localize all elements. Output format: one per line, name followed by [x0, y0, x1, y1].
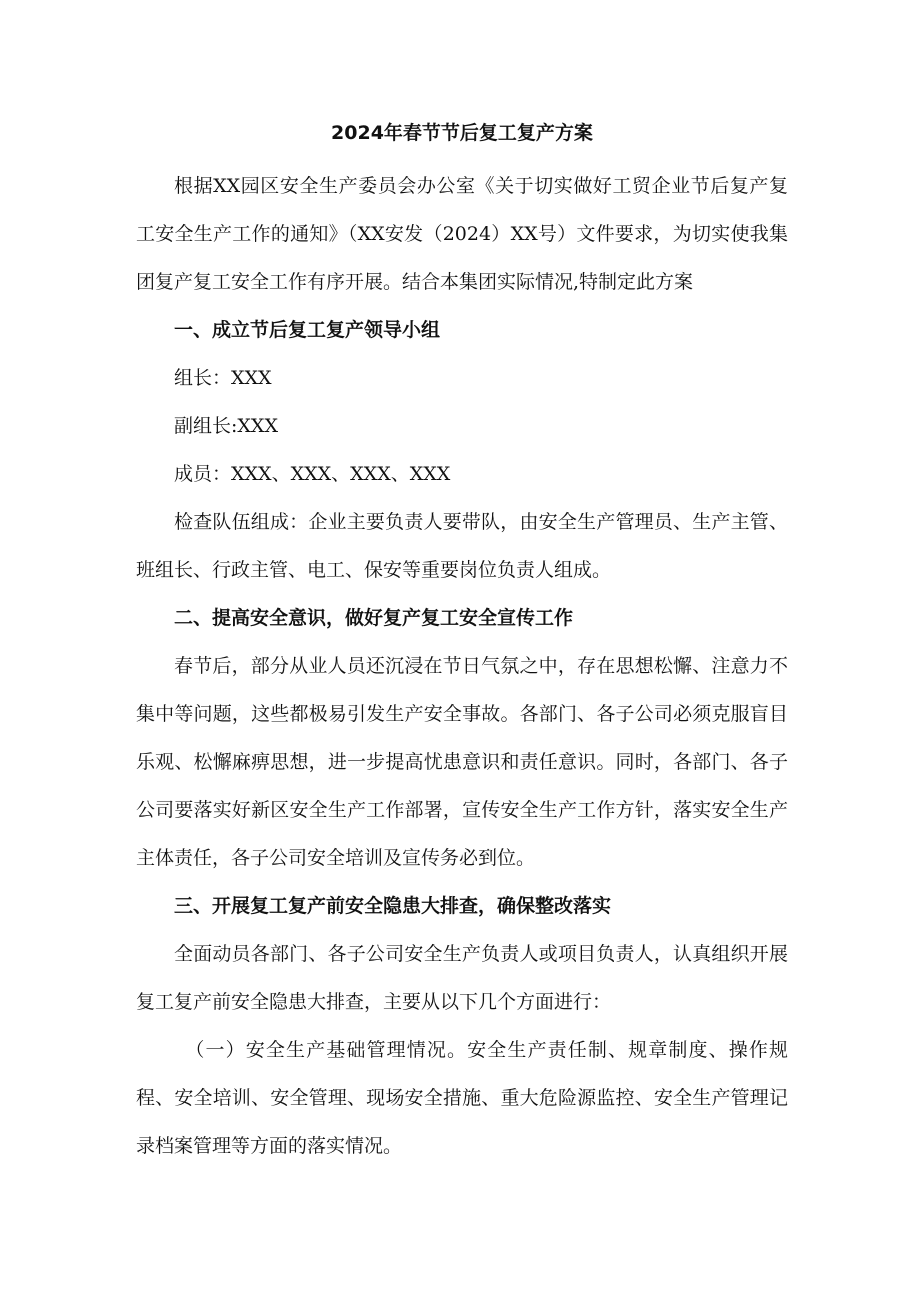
section-3-body: 全面动员各部门、各子公司安全生产负责人或项目负责人，认真组织开展复工复产前安全隐患大排查，主要从以下几个方面进行：: [136, 943, 788, 1013]
section-2-body: 春节后，部分从业人员还沉浸在节日气氛之中，存在思想松懈、注意力不集中等问题，这些都极易引发生产安全事故。各部门、各子公司必须克服盲目乐观、松懈麻痹思想，进一步提高忧患意识和责任意识。同时，各部门、各子公司要落实好新区安全生产工作部署，宣传安全生产工作方针，落实安全生产主体责任，各子公司安全培训及宣传务必到位。: [136, 655, 788, 869]
inspection-team-paragraph: 检查队伍组成：企业主要负责人要带队，由安全生产管理员、生产主管、班组长、行政主管、电工、保安等重要岗位负责人组成。: [136, 511, 788, 581]
section-1-heading: 一、成立节后复工复产领导小组: [174, 319, 441, 341]
section-3-item-1: （一）安全生产基础管理情况。安全生产责任制、规章制度、操作规程、安全培训、安全管理、现场安全措施、重大危险源监控、安全生产管理记录档案管理等方面的落实情况。: [136, 1039, 788, 1157]
intro-paragraph: 根据XX园区安全生产委员会办公室《关于切实做好工贸企业节后复产复工安全生产工作的通知》（XX安发（2024）XX号）文件要求，为切实使我集团复产复工安全工作有序开展。结合本集团实际情况,特制定此方案: [136, 175, 788, 293]
leader-line: 组长：XXX: [174, 367, 272, 389]
document-title: 2024年春节节后复工复产方案: [331, 122, 593, 144]
members-line: 成员：XXX、XXX、XXX、XXX: [174, 463, 451, 485]
deputy-leader-line: 副组长:XXX: [174, 415, 278, 437]
section-3-heading: 三、开展复工复产前安全隐患大排查，确保整改落实: [174, 895, 612, 917]
section-2-heading: 二、提高安全意识，做好复产复工安全宣传工作: [174, 607, 574, 629]
